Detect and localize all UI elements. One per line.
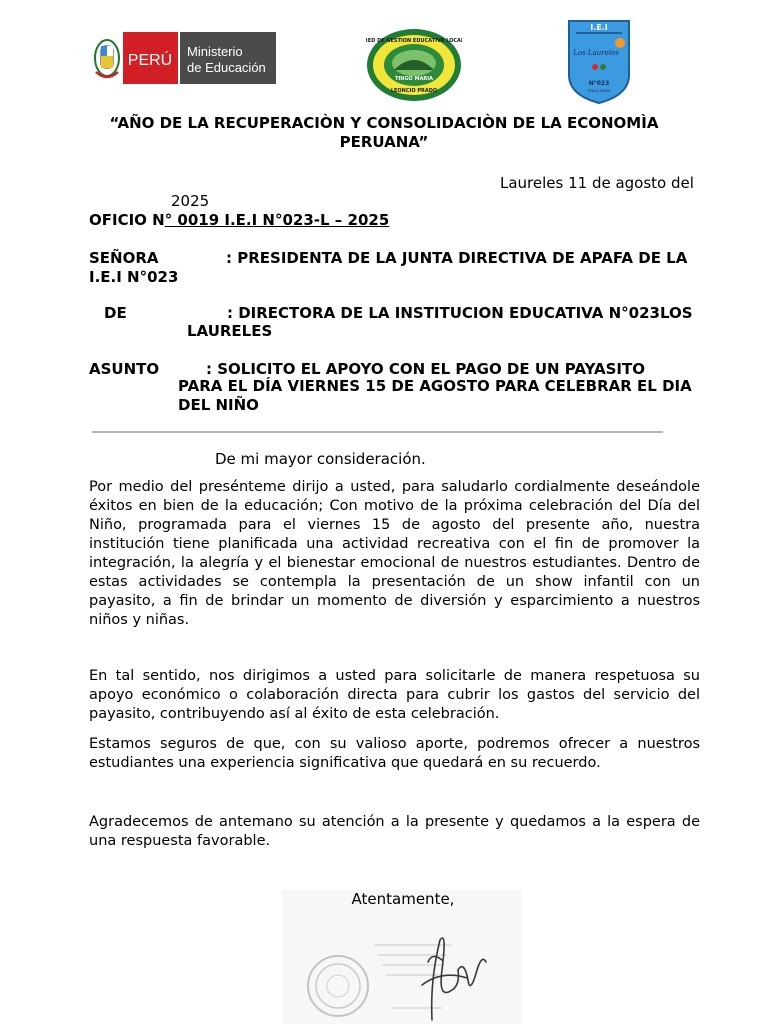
svg-text:de Educación: de Educación (187, 60, 266, 75)
peru-coat-of-arms-icon (95, 40, 119, 77)
year-title-line2: PERUANA” (339, 133, 429, 151)
svg-text:I.E.I: I.E.I (590, 23, 608, 32)
asunto-value-line3: DEL NIÑO (178, 396, 259, 414)
greeting: De mi mayor consideración. (215, 450, 426, 468)
date-line2: 2025 (171, 192, 210, 210)
section-divider (92, 431, 663, 433)
signature-stamp-image (282, 890, 522, 1024)
svg-text:RED DE GESTION EDUCATIVA LOCAL: RED DE GESTION EDUCATIVA LOCAL (366, 38, 462, 44)
ugel-seal-logo (366, 28, 462, 102)
senora-value-line2: I.E.I N°023 (89, 268, 179, 286)
asunto-value-line1: : SOLICITO EL APOYO CON EL PAGO DE UN PAYASITO (206, 360, 645, 378)
svg-text:N°023: N°023 (588, 80, 610, 87)
senora-value-line1: : PRESIDENTA DE LA JUNTA DIRECTIVA DE APAFA DE LA (226, 249, 688, 267)
paragraph-3: Estamos seguros de que, con su valioso aporte, podremos ofrecer a nuestros estudiantes una experiencia significativa que quedará en su recuerdo. (89, 736, 700, 771)
ministerio-educacion-logo (92, 32, 276, 84)
year-title-line1: “AÑO DE LA RECUPERACIÒN Y CONSOLIDACIÒN DE LA ECONOMÌA (109, 114, 659, 132)
de-value-line2: LAURELES (187, 322, 273, 340)
asunto-value-line2: PARA EL DÍA VIERNES 15 DE AGOSTO PARA CELEBRAR EL DIA (178, 377, 692, 395)
svg-text:TINGO MARIA: TINGO MARIA (395, 76, 433, 82)
svg-text:Los Laureles: Los Laureles (573, 49, 619, 57)
de-value-line1: : DIRECTORA DE LA INSTITUCION EDUCATIVA N°023LOS (227, 304, 693, 322)
date-line1: Laureles 11 de agosto del (500, 174, 694, 192)
svg-text:PERÚ: PERÚ (127, 52, 173, 69)
oficio-number (89, 211, 389, 230)
svg-text:Ministerio: Ministerio (187, 44, 243, 59)
paragraph-1: Por medio del presénteme dirijo a usted, para saludarlo cordialmente deseándole éxitos en bien de la educación; Con motivo de la próxima celebración del Día del Niño, programada para el viernes 15 de agosto del presente año, nuestra institución tiene planificada una actividad recreativa con el fin de promover la integración, la alegría y el bienestar emocional de nuestros estudiantes. Dentro de estas actividades se contempla la presentación de un show infantil con un payasito, a fin de brindar un momento de diversión y esparcimiento a nuestros niños y niñas. (89, 479, 700, 628)
senora-label: SEÑORA (89, 249, 159, 267)
asunto-label: ASUNTO (89, 360, 160, 378)
signature-block (282, 890, 522, 1024)
closing-text: Atentamente, (351, 890, 455, 908)
oficio-prefix: OFICIO N (89, 211, 165, 229)
iei-los-laureles-shield-logo (566, 17, 632, 105)
oficio-code: ° 0019 I.E.I N°023-L – 2025 (164, 211, 390, 229)
svg-text:LEONCIO PRADO: LEONCIO PRADO (390, 88, 438, 94)
paragraph-2: En tal sentido, nos dirigimos a usted para solicitarle de manera respetuosa su apoyo económico o colaboración directa para cubrir los gastos del servicio del payasito, contribuyendo así al éxito de esta celebración. (89, 668, 700, 722)
year-title (0, 114, 768, 152)
paragraph-4: Agradecemos de antemano su atención a la presente y quedamos a la espera de una respuesta favorable. (89, 814, 700, 849)
svg-text:TINGO MARIA: TINGO MARIA (587, 89, 611, 93)
de-label: DE (104, 304, 127, 322)
